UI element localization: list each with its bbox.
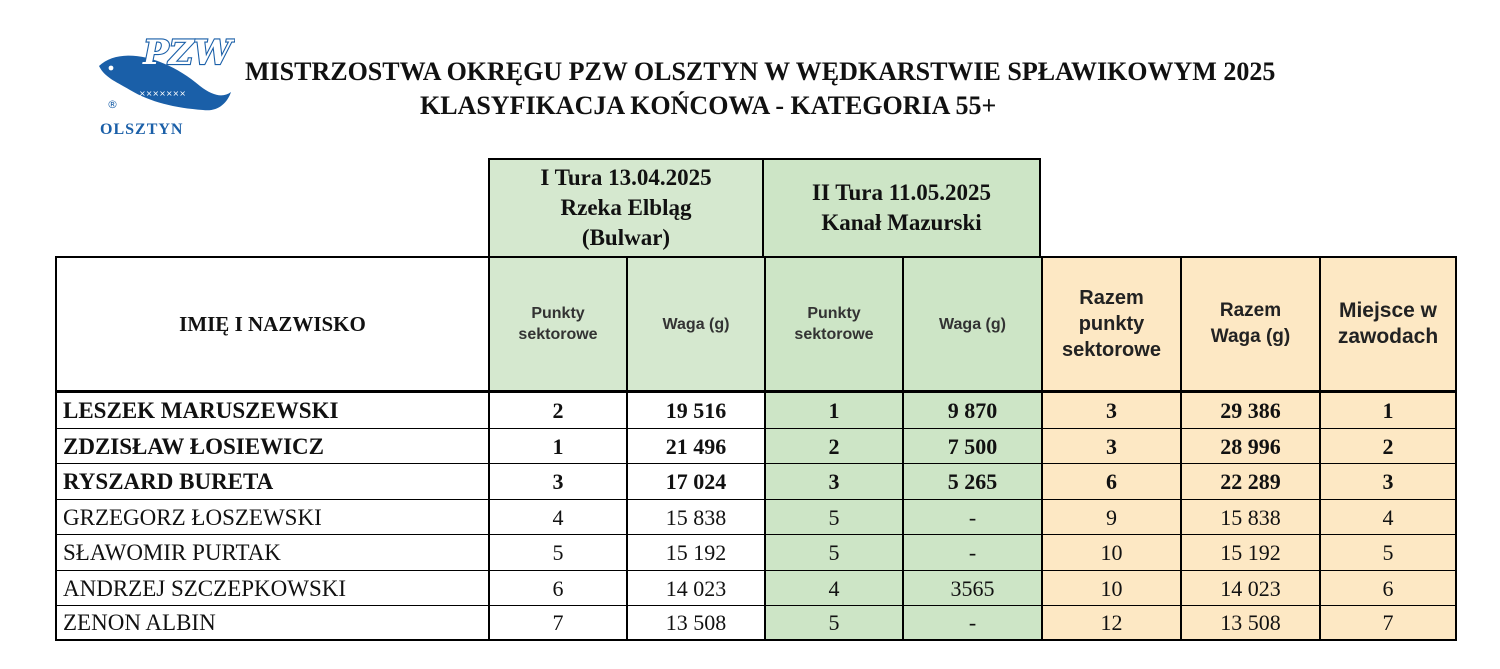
column-header-name: IMIĘ I NAZWISKO: [55, 256, 488, 392]
cell-t1-weight: 14 023: [626, 570, 764, 605]
logo-city: OLSZTYN: [100, 121, 184, 138]
cell-t2-points: 3: [764, 463, 902, 499]
cell-place: 4: [1319, 499, 1457, 534]
cell-t2-points: 5: [764, 605, 902, 641]
column-header-t2-points: Punkty sektorowe: [764, 256, 902, 392]
tour-1-line1: I Tura 13.04.2025: [540, 165, 712, 190]
cell-t2-weight: -: [902, 534, 1041, 570]
cell-t2-points: 2: [764, 428, 902, 463]
cell-total-points: 3: [1041, 392, 1180, 428]
cell-t2-points: 5: [764, 499, 902, 534]
cell-place: 5: [1319, 534, 1457, 570]
cell-t1-weight: 17 024: [626, 463, 764, 499]
cell-name: ANDRZEJ SZCZEPKOWSKI: [55, 570, 488, 605]
cell-total-weight: 28 996: [1180, 428, 1319, 463]
cell-place: 3: [1319, 463, 1457, 499]
cell-total-weight: 15 838: [1180, 499, 1319, 534]
cell-total-weight: 22 289: [1180, 463, 1319, 499]
cell-t2-weight: -: [902, 499, 1041, 534]
cell-t2-points: 5: [764, 534, 902, 570]
cell-t2-weight: 5 265: [902, 463, 1041, 499]
cell-t1-weight: 21 496: [626, 428, 764, 463]
tour-1-header: [488, 158, 764, 256]
column-header-total-weight: Razem Waga (g): [1180, 256, 1319, 392]
cell-total-points: 9: [1041, 499, 1180, 534]
column-header-place: Miejsce w zawodach: [1319, 256, 1457, 392]
cell-t1-weight: 15 838: [626, 499, 764, 534]
column-header-t1-weight: Waga (g): [626, 256, 764, 392]
cell-place: 6: [1319, 570, 1457, 605]
cell-t2-weight: 9 870: [902, 392, 1041, 428]
column-header-t1-points: Punkty sektorowe: [488, 256, 626, 392]
cell-name: RYSZARD BURETA: [55, 463, 488, 499]
cell-name: SŁAWOMIR PURTAK: [55, 534, 488, 570]
cell-t1-weight: 15 192: [626, 534, 764, 570]
cell-t1-weight: 13 508: [626, 605, 764, 641]
cell-t1-points: 5: [488, 534, 626, 570]
cell-name: GRZEGORZ ŁOSZEWSKI: [55, 499, 488, 534]
svg-text:®: ®: [107, 98, 118, 111]
cell-name: ZENON ALBIN: [55, 605, 488, 641]
cell-t2-weight: 3565: [902, 570, 1041, 605]
tour-2-header: [764, 158, 1041, 256]
cell-total-weight: 29 386: [1180, 392, 1319, 428]
cell-t1-weight: 19 516: [626, 392, 764, 428]
cell-t1-points: 1: [488, 428, 626, 463]
cell-t2-weight: -: [902, 605, 1041, 641]
cell-t1-points: 3: [488, 463, 626, 499]
tour-2-line2: Kanał Mazurski: [821, 210, 982, 235]
cell-t1-points: 2: [488, 392, 626, 428]
cell-t1-points: 6: [488, 570, 626, 605]
cell-total-weight: 15 192: [1180, 534, 1319, 570]
cell-name: LESZEK MARUSZEWSKI: [55, 392, 488, 428]
cell-total-points: 10: [1041, 570, 1180, 605]
cell-place: 1: [1319, 392, 1457, 428]
page-subtitle: KLASYFIKACJA KOŃCOWA - KATEGORIA 55+: [420, 91, 997, 120]
column-header-total-points: Razem punkty sektorowe: [1041, 256, 1180, 392]
column-header-t2-weight: Waga (g): [902, 256, 1041, 392]
cell-place: 7: [1319, 605, 1457, 641]
cell-t2-points: 1: [764, 392, 902, 428]
cell-total-points: 6: [1041, 463, 1180, 499]
tour-1-line3: (Bulwar): [581, 225, 671, 250]
cell-t2-points: 4: [764, 570, 902, 605]
cell-total-points: 10: [1041, 534, 1180, 570]
svg-text:×××××××: ×××××××: [139, 89, 186, 98]
cell-t1-points: 4: [488, 499, 626, 534]
cell-t1-points: 7: [488, 605, 626, 641]
cell-total-points: 3: [1041, 428, 1180, 463]
cell-total-weight: 14 023: [1180, 570, 1319, 605]
cell-t2-weight: 7 500: [902, 428, 1041, 463]
cell-place: 2: [1319, 428, 1457, 463]
cell-total-weight: 13 508: [1180, 605, 1319, 641]
tour-2-line1: II Tura 11.05.2025: [812, 180, 991, 205]
svg-text:PZW: PZW: [143, 33, 232, 73]
tour-1-line2: Rzeka Elbląg: [560, 195, 692, 220]
page-title: MISTRZOSTWA OKRĘGU PZW OLSZTYN W WĘDKARSTWIE SPŁAWIKOWYM 2025: [245, 57, 1276, 86]
cell-name: ZDZISŁAW ŁOSIEWICZ: [55, 428, 488, 463]
cell-total-points: 12: [1041, 605, 1180, 641]
